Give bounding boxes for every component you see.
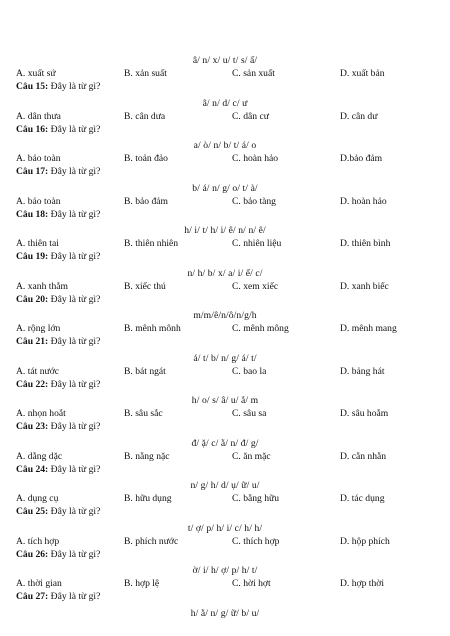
answer-option: C. thích hợp: [232, 535, 280, 547]
question-prompt: Đây là từ gì?: [50, 421, 101, 433]
answer-option: B. xản suất: [124, 68, 167, 80]
answer-option: C. nhiên liệu: [232, 238, 282, 250]
answer-option: A. tích hợp: [16, 535, 60, 547]
answer-option: D. mênh mang: [340, 323, 397, 335]
question-prompt: Đây là từ gì?: [50, 251, 101, 263]
scrambled-letters: â/ n/ d/ c/ ư: [202, 97, 248, 109]
scrambled-letters: h/ o/ s/ â/ u/ ắ/ m: [191, 395, 259, 406]
answer-option: A. dằng dặc: [16, 450, 63, 462]
answer-option: A. thời gian: [16, 578, 62, 590]
answer-option: C. hoàn hảo: [232, 153, 279, 165]
answer-options-row: [0, 451, 450, 463]
answer-option: B. xiếc thú: [124, 280, 166, 292]
question-number: Câu 26:: [16, 548, 49, 560]
answer-option: B. nằng nặc: [124, 450, 170, 462]
question-number: Câu 24:: [16, 463, 49, 475]
question-number: Câu 25:: [16, 506, 49, 518]
answer-option: B. toản đảo: [124, 153, 168, 165]
answer-option: C. bao la: [232, 365, 267, 377]
answer-option: A. thiên tai: [16, 238, 59, 250]
answer-option: B. phích nước: [124, 535, 179, 547]
scrambled-letters: h/ i/ t/ h/ i/ ê/ n/ n/ ê/: [184, 225, 266, 236]
answer-option: D. thiên bình: [340, 238, 391, 250]
question-number: Câu 18:: [16, 208, 49, 220]
answer-options-row: [0, 68, 450, 80]
scrambled-letters: â/ n/ x/ u/ t/ s/ ấ/: [192, 55, 258, 66]
answer-options-row: [0, 366, 450, 378]
scrambled-letters: đ/ ặ/ c/ ằ/ n/ đ/ g/: [191, 437, 259, 449]
answer-option: A. nhọn hoắt: [16, 408, 66, 420]
answer-option: D. xuất bản: [340, 68, 385, 80]
scrambled-letters: a/ ò/ n/ b/ t/ á/ o: [193, 140, 257, 151]
question-heading: [16, 294, 100, 305]
answer-option: D. cằn nhằn: [340, 450, 387, 462]
answer-options-row: [0, 323, 450, 335]
question-heading: [16, 81, 100, 92]
answer-option: C. hời hợt: [232, 578, 271, 590]
answer-options-row: [0, 111, 450, 123]
scrambled-letters: h/ ằ/ n/ g/ ữ/ b/ u/: [190, 607, 260, 619]
scrambled-letters: n/ h/ b/ x/ a/ i/ ế/ c/: [187, 267, 263, 279]
question-number: Câu 17:: [16, 166, 49, 178]
answer-option: A. dụng cụ: [16, 493, 59, 505]
question-heading: [16, 421, 100, 432]
scrambled-letters: ờ/ i/ h/ ợ/ p/ h/ t/: [192, 565, 258, 576]
answer-option: C. ăn mặc: [232, 450, 271, 462]
answer-option: D. hợp thời: [340, 578, 384, 590]
question-prompt: Đây là từ gì?: [50, 123, 101, 135]
scrambled-letters: b/ á/ n/ g/ o/ t/ à/: [192, 182, 258, 194]
question-number: Câu 20:: [16, 293, 49, 305]
answer-option: C. bảo tàng: [232, 195, 276, 207]
question-number: Câu 22:: [16, 378, 49, 390]
answer-option: C. sản xuất: [232, 68, 275, 80]
question-number: Câu 27:: [16, 591, 49, 603]
answer-option: A. tát nước: [16, 365, 60, 377]
answer-option: D. hoàn hảo: [340, 195, 387, 207]
question-heading: [16, 166, 100, 177]
question-number: Câu 19:: [16, 251, 49, 263]
scrambled-letters: t/ ợ/ p/ h/ i/ c/ h/ h/: [187, 522, 263, 534]
answer-option: C. mênh mông: [232, 323, 289, 335]
question-number: Câu 15:: [16, 81, 49, 93]
answer-option: B. cân dưa: [124, 110, 166, 122]
answer-option: D. xanh biếc: [340, 280, 389, 292]
answer-option: D. cân dư: [340, 110, 378, 122]
question-heading: [16, 251, 100, 262]
answer-option: D. hộp phích: [340, 535, 390, 547]
answer-option: C. sâu sa: [232, 408, 267, 420]
scrambled-letters: n/ g/ h/ d/ ụ/ ữ/ u/: [190, 480, 260, 491]
answer-option: D. bảng hát: [340, 365, 385, 377]
answer-options-row: [0, 281, 450, 293]
answer-option: A. xanh thẳm: [16, 280, 68, 292]
question-prompt: Đây là từ gì?: [50, 293, 101, 305]
answer-option: B. mênh mônh: [124, 323, 181, 335]
answer-option: A. bảo toàn: [16, 153, 61, 165]
answer-option: B. hữu dụng: [124, 493, 172, 505]
question-prompt: Đây là từ gì?: [50, 548, 101, 560]
answer-option: C. dân cư: [232, 110, 269, 122]
question-heading: [16, 549, 100, 560]
answer-option: D. tác dụng: [340, 493, 385, 505]
question-prompt: Đây là từ gì?: [50, 81, 101, 93]
answer-options-row: [0, 536, 450, 548]
answer-option: C. bằng hữu: [232, 493, 280, 505]
answer-option: C. xem xiếc: [232, 280, 279, 292]
question-prompt: Đây là từ gì?: [50, 463, 101, 475]
question-number: Câu 23:: [16, 421, 49, 433]
question-prompt: Đây là từ gì?: [50, 166, 101, 178]
answer-option: A. rộng lớn: [16, 323, 61, 335]
question-heading: [16, 591, 100, 602]
answer-options-row: [0, 578, 450, 590]
answer-options-row: [0, 408, 450, 420]
answer-option: A. bảo toàn: [16, 195, 61, 207]
question-prompt: Đây là từ gì?: [50, 378, 101, 390]
question-heading: [16, 124, 100, 135]
answer-option: B. bảo đảm: [124, 195, 168, 207]
answer-option: B. thiên nhiên: [124, 238, 179, 250]
answer-options-row: [0, 238, 450, 250]
question-heading: [16, 464, 100, 475]
answer-option: D. sâu hoắm: [340, 408, 389, 420]
answer-option: A. xuất sứ: [16, 68, 56, 80]
question-heading: [16, 336, 100, 347]
scrambled-letters: á/ t/ b/ n/ g/ á/ t/: [193, 352, 257, 364]
answer-options-row: [0, 196, 450, 208]
answer-option: A. dân thưa: [16, 110, 61, 122]
question-number: Câu 16:: [16, 123, 49, 135]
question-heading: [16, 209, 100, 220]
answer-option: D.bảo đảm: [340, 153, 383, 165]
question-prompt: Đây là từ gì?: [50, 336, 101, 348]
answer-options-row: [0, 153, 450, 165]
scrambled-letters: m/m/ê/n/ô/n/g/h: [193, 310, 257, 321]
answer-option: B. sâu sắc: [124, 408, 163, 420]
question-heading: [16, 379, 100, 390]
answer-option: B. bát ngát: [124, 365, 166, 377]
question-prompt: Đây là từ gì?: [50, 506, 101, 518]
answer-option: B. hợp lệ: [124, 578, 160, 590]
question-prompt: Đây là từ gì?: [50, 591, 101, 603]
question-prompt: Đây là từ gì?: [50, 208, 101, 220]
question-number: Câu 21:: [16, 336, 49, 348]
answer-options-row: [0, 493, 450, 505]
question-heading: [16, 506, 100, 517]
